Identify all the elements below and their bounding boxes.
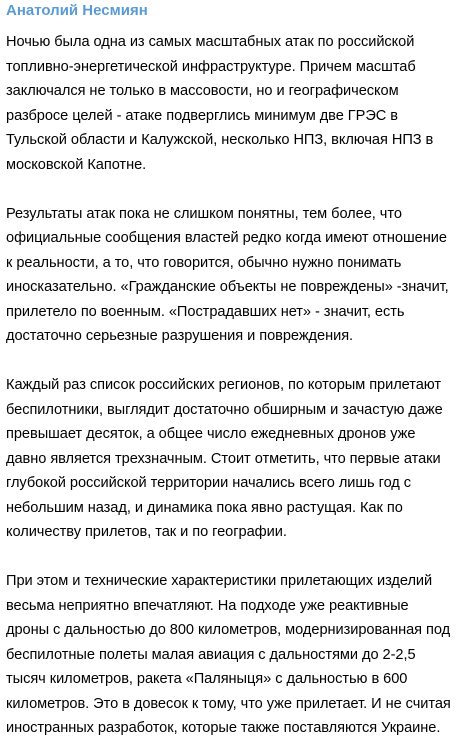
message-paragraph-2: Результаты атак пока не слишком понятны, тем более, что официальные сообщения властей редко когда имеют отношение к реальности, а то, что говорится, обычно нужно понимать иносказательно. «Гражданские объекты не повреждены» -значит, прилетело по военным. «Пострадавших нет» - значит, есть достаточно серьезные разрушения и повреждения. [6,205,449,344]
message-paragraph-4: При этом и технические характеристики прилетающих изделий весьма неприятно впечатляют. На подходе уже реактивные дроны с дальностью до 800 километров, модернизированная под беспилотные полеты малая авиация с дальностями до 2-2,5 тысяч километров, ракета «Паляныця» с дальностью в 600 километров. Это в довесок к тому, что уже прилетает. И не считая иностранных разработок, которые также поставляются Украине. [6,573,451,736]
author-name[interactable]: Анатолий Несмиян [6,2,148,19]
message-paragraph-1: Ночью была одна из самых масштабных атак по российской топливно-энергетической инфраструктуре. Причем масштаб заключался не только в массовости, но и географическом разбросе целей - атаке подверглись минимум две ГРЭС в Тульской области и Калужской, несколько НПЗ, включая НПЗ в московской Капотне. [6,34,434,173]
message-paragraph-3: Каждый раз список российских регионов, по которым прилетают беспилотники, выглядит достаточно обширным и зачастую даже превышает десяток, а общее число ежедневных дронов уже давно является трехзначным. Стоит отметить, что первые атаки глубокой российской территории начались всего лишь год с небольшим назад, и динамика пока явно растущая. Как по количеству прилетов, так и по географии. [6,377,443,540]
